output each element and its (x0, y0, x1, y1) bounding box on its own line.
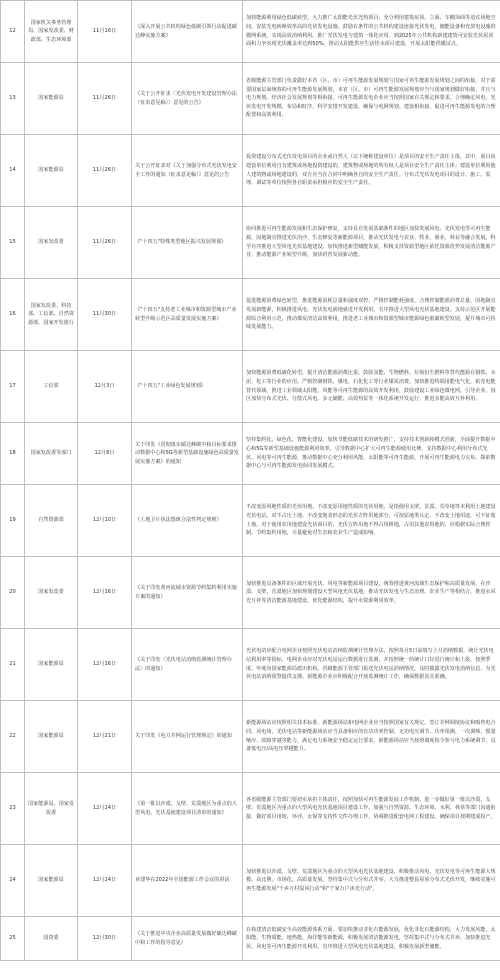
policy-name: 《"十四五"特殊类型地区振兴发展规划》 (132, 207, 243, 279)
row-number: 24 (1, 845, 25, 917)
row-number: 25 (1, 917, 25, 961)
department: 国家能源局 (25, 135, 78, 207)
policy-name: 关于印发《贯彻落实碳达峰碳中和目标要求推动数据中心和5G等新型基础设施绿色高质量发展实施方案》的通知 (132, 423, 243, 485)
policy-summary: 省级能源主管部门负责做好本省（区、市）可再生能源发展规划与国家可再生能源发展规划之间的衔接。对于需要国家层面统筹的可再生能源发展规划，本省（区、市）可再生能源发展规划应当与国家规划做好衔接，并且与电力规划、经济社会发展规划等相衔接。可再生能源发电企业应当按照国家有关规定和要求，合理确定风电、光伏发电开发规模、布局和时序，科学安排开发建设，确保与电网规划、建设相衔接，促进可再生能源发电的合理配置和高效利用。 (243, 63, 500, 135)
department: 自然资源部 (25, 485, 78, 557)
policy-summary: 加快能源利用绿色低碳转型。大力推广太阳能光伏光热项目，充分利用建筑屋顶、立面、车棚顶面等适宜场地空间，安装光电转换效率高的光伏发电设施。鼓励有条件的公共机构建设连接光伏发电、储能设备和充放电设施的微网系统，实现高效消纳利用。推广光伏发电与建筑一体化应用。到2025年公共机构新建建筑可安装光伏屋顶面积力争实现光伏覆盖率达到50%。推动太阳能供应生活热水项目建设，开展太阳能供暖试点。 (243, 1, 500, 63)
department: 国家能源局 (25, 63, 78, 135)
department: 国家发改委等部门 (25, 423, 78, 485)
policy-summary: 促进能源消费绿色转型，推进能源消耗总量和强度双控，严格控制能耗强度，合理控制能源消费总量，因地制宜发展新能源，积极推进风电、光伏发电就地就近开发利用。有序推进大型风电光伏基地建设。支持示范区开展能源综合利用示范，推动煤炭清洁高效利用，推进老工业城市和资源型城市能源绿色低碳转型发展，提升城市可持续发展能力。 (243, 279, 500, 351)
policy-name: 章建华在2022年全国能源工作会议的讲话 (132, 845, 243, 917)
department: 国资委 (25, 917, 78, 961)
issue-date: 12月30日 (78, 917, 132, 961)
policy-summary: 坚持集约化、绿色化、智能化建设，加快节能低碳技术的研发推广，支持技术创新和模式创新，全面提升数据中心和5G等新型基础设施能源利用效率。引导数据中心扩大可再生能源使用比例，支持数据中心利用分布式光伏、风电等可再生能源，推动数据中心充分利用风能、太阳能等可再生能源，开展可再生能源电力交易，探索数据中心与可再生能源发电协同发展模式。 (243, 423, 500, 485)
policy-name: 《"十四五"支持老工业城市和资源型城市产业转型升级示范区高质量发展实施方案》 (132, 279, 243, 351)
row-number: 21 (1, 629, 25, 701)
issue-date: 11月26日 (78, 63, 132, 135)
policy-name: 关于公开征求对《关于加强分布式光伏发电安全工作的通知（征求意见稿）》意见的公告 (132, 135, 243, 207)
table-row (1, 135, 500, 207)
issue-date: 12月3日 (78, 351, 132, 423)
issue-date: 12月21日 (78, 701, 132, 773)
department: 国家发改委、科技部、工信部、自然资源部、国家开发银行 (25, 279, 78, 351)
issue-date: 11月26日 (78, 207, 132, 279)
policy-summary: 协同推进可再生能源发展和生态保护修复，支持具有发展基础条件的地区加快发展风电、光伏发电等可再生能源，因地制宜推进光伏治沙、生态修复等新能源项目，推动光伏发电与农业、牧业、渔业、林业等融合发展。科学有序推进大型风电光伏基地建设。加快推进新型储能发展，积极支持资源型地区依托资源优势发展清洁能源产业，推动能源产业转型升级，加快培育发展新动能。 (243, 207, 500, 279)
table-row (1, 557, 500, 629)
department: 国家能源局、国家发改委 (25, 773, 78, 845)
policy-name: 《"十四五"工业绿色发展规划》 (132, 351, 243, 423)
issue-date: 12月24日 (78, 845, 132, 917)
policy-summary: 加快推进具备条件的区域开展光伏、风电等新能源项目建设，统筹推进黄河流域生态保护和高质量发展，在沙漠、戈壁、荒漠地区加快规划建设大型风电光伏基地，推动光伏发电与生态治理、农业生产等相结合，推进水风光互补等清洁能源基地建设，优化能源结构，提升水资源利用效率。 (243, 557, 500, 629)
issue-date: 12月10日 (78, 485, 132, 557)
table-row (1, 63, 500, 135)
row-number: 23 (1, 773, 25, 845)
department: 国家能源局 (25, 629, 78, 701)
policy-summary: 在构建清洁低碳安全高效能源体系方面，要加快推动非化石能源发展，优化非化石能源结构，大力发展风能、太阳能、生物质能、地热能、海洋能等新能源，积极发展清洁能源发电，坚持集中式与分布式并举，加快推进光伏、风电等可再生能源开发利用，有序推进大型风电光伏基地建设，积极发展新型储能。 (243, 917, 500, 961)
issue-date: 11月26日 (78, 135, 132, 207)
policy-name: 《关于印发黄河流域水资源节约集约利用实施方案的通知》 (132, 557, 243, 629)
row-number: 22 (1, 701, 25, 773)
policy-summary: 投资建设分布式光伏发电项目的企业或自然人（以下统称建设单位）是项目的安全生产责任主体，其中，项目由建设单位利用自有建筑或场地投资建设的，建筑物或场地的所有权人是项目安全生产责任主体；建设单位利用他人建筑物或场地建设的，双方应当在合同中明确各自的安全生产责任。分布式光伏发电项目的设计、施工、监理、调试等单位按照各自职责承担相应的安全生产责任。 (243, 135, 500, 207)
policy-name: 《第一批以沙漠、戈壁、荒漠地区为重点的大型风电、光伏基地建设项目清单的通知》 (132, 773, 243, 845)
policy-name: 《深入开展公共机构绿色低碳引领行动促进碳达峰实施方案》 (132, 1, 243, 63)
department: 国家能源局 (25, 701, 78, 773)
table-row (1, 845, 500, 917)
row-number: 17 (1, 351, 25, 423)
department: 国家发改委 (25, 557, 78, 629)
row-number: 13 (1, 63, 25, 135)
table-row (1, 351, 500, 423)
table-row (1, 773, 500, 845)
row-number: 19 (1, 485, 25, 557)
row-number: 12 (1, 1, 25, 63)
policy-name: 《关于印发〈光伏电站消纳监测统计管理办法〉的通知》 (132, 629, 243, 701)
issue-date: 12月16日 (78, 557, 132, 629)
policy-summary: 加快能源消费低碳化转型。提升清洁能源消费比重，鼓励氢能、生物燃料、垃圾衍生燃料等替代能源在钢铁、水泥、化工等行业的应用。严格控制钢铁、煤电、石化化工等行业煤炭消费。加快推进终端用能电气化，拓宽电能替代领域，推进工业领域太阳能、风能等可再生能源的高效开发利用，鼓励建设工业绿色微电网，引导企业、园区加快分布式光伏、分散式风电、多元储能、高效热泵等一体化系统开发运行，推进多能高效互补利用。 (243, 351, 500, 423)
table-row (1, 917, 500, 961)
row-number: 20 (1, 557, 25, 629)
issue-date: 12月8日 (78, 423, 132, 485)
row-number: 15 (1, 207, 25, 279)
table-row (1, 279, 500, 351)
policy-name: 《土地卫片执法图斑合法性判定规则》 (132, 485, 243, 557)
table-row (1, 423, 500, 485)
table-row (1, 207, 500, 279)
policy-name: 关于印发《电力并网运行管理规定》的通知 (132, 701, 243, 773)
department: 国家机关事务管理局、国家发改委、财政部、生态环境部 (25, 1, 78, 63)
issue-date: 12月24日 (78, 773, 132, 845)
policy-name: 《关于公开征求〈光伏发电开发建设管理办法（征求意见稿）〉意见的公告》 (132, 63, 243, 135)
policy-summary: 不改变原用地性质的光伏用地。不改变原用地性质的光伏用地，是指使用戈壁、荒漠、荒草地等未利用土地建设光伏电站，对不占压土地、不改变地表形态的光伏方阵用地部分，可按原地类认定，不改变土地用途，可不征收土地。对于使用农用地建设光伏项目的，光伏方阵用地不得占用耕地，占用其他农用地的，应根据实际合理控制，节约集约用地，尽量避免对生态和农业生产造成影响。 (243, 485, 500, 557)
policy-table-body (1, 1, 500, 961)
issue-date: 12月16日 (78, 629, 132, 701)
table-row (1, 485, 500, 557)
table-row (1, 701, 500, 773)
policy-summary: 新能源场站应按照相关技术标准，新能源场站和电网企业应当按照国家有关规定，签订并网调度协议和购售电合同。风电场、光伏电站等新能源场站应当具备相应的有功功率控制、无功电压调节、功率预测、一次调频、惯量响应、故障穿越等能力，满足电力系统安全稳定运行要求。新能源场站应当按照调度指令参与电力系统调节，具备低电压/高电压穿越能力。 (243, 701, 500, 773)
row-number: 16 (1, 279, 25, 351)
table-row (1, 629, 500, 701)
department: 工信部 (25, 351, 78, 423)
row-number: 18 (1, 423, 25, 485)
policy-summary: 加快推进以沙漠、戈壁、荒漠地区为重点的大型风电光伏基地建设，积极推动风电、光伏发电等可再生能源大规模、高比例、市场化、高质量发展。坚持集中式与分布式并举，大力推进整县屋顶分布式光伏开发，继续实施可再生能源发展"千乡万村驭风行动"和"千家万户沐光行动"。 (243, 845, 500, 917)
policy-name: 《关于推进中央企业高质量发展做好碳达峰碳中和工作的指导意见》 (132, 917, 243, 961)
issue-date: 11月16日 (78, 1, 132, 63)
policy-summary: 各省级能源主管部门要切实承担主体责任，按照加快可再生能源发展工作机制，进一步做好第一批以沙漠、戈壁、荒漠地区为重点的大型风电光伏基地项目建设工作。加强与自然资源、生态环境、水利、林草等部门沟通衔接，做好项目用地、环评、水保等支持性文件办理工作，协调推进配套电网工程建设，确保项目按期建成投产。 (243, 773, 500, 845)
policy-summary: 光伏电站应配合电网企业按照光伏电站消纳监测统计管理办法，按照每月5日前填写上月消纳数据，统计光伏电站利用率等指标。电网企业应对光伏电站运行数据进行监测，并按照统一的统计口径进行统计和上报，按照季度、年度向国家能源局派出机构、省级能源主管部门报送光伏电站消纳情况，及时披露光伏发电消纳信息，为光伏电站消纳预警提供支撑。新能源企业应积极配合开展监测统计工作，确保数据真实准确。 (243, 629, 500, 701)
row-number: 14 (1, 135, 25, 207)
department: 国家能源局 (25, 845, 78, 917)
table-row (1, 1, 500, 63)
department: 国家发改委 (25, 207, 78, 279)
issue-date: 11月30日 (78, 279, 132, 351)
